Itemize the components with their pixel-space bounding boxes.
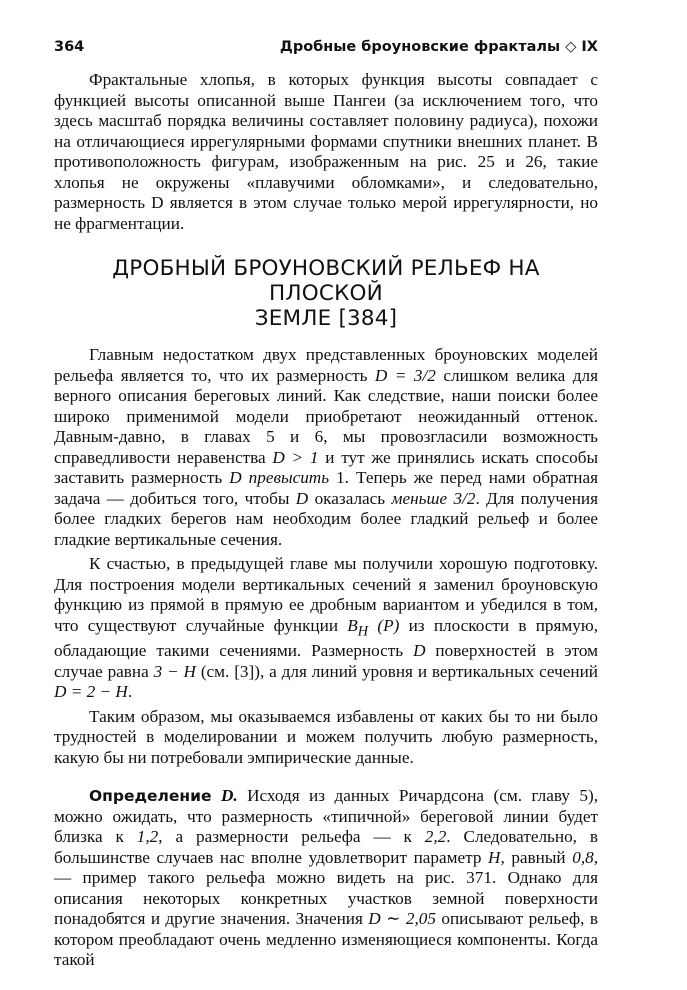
paragraph-4: Таким образом, мы оказываемся избавлены от каких бы то ни было трудностей в моделировании и можем получить любую размерность, какую бы ни потребовали эмпирические данные. — [54, 706, 598, 767]
math-d: D — [413, 641, 426, 661]
emphasis-exceed: превысить — [248, 468, 330, 487]
math-3-2: 3/2 — [453, 488, 476, 508]
math-d: D — [229, 468, 242, 487]
math-3-minus-h: 3 − H — [153, 661, 196, 681]
math-0-8: 0,8 — [572, 847, 594, 867]
intro-paragraph: Фрактальные хлопья, в которых функция высоты совпадает с функцией высоты описанной выше Пангеи (за исключением того, что здесь масштаб порядка величины составляет половину радиуса), похожи на отличающиеся иррегулярными формами спутники внешних планет. В противоположность фигурам, изображенным на рис. 25 и 26, такие хлопья не окружены «плавучими обломками», и следовательно, размерность D является в этом случае только мерой иррегулярности, но не фрагментации. — [54, 70, 598, 233]
paragraph-3: К счастью, в предыдущей главе мы получили хорошую подготовку. Для построения модели вертикальных сечений я заменил броуновскую функцию из прямой в прямую ее дробным вариантом и убедился в том, что существуют случайные функции $B_H$ (P) из плоскости в прямую, обладающие такими сечениями. Размерность D поверхностей в этом случае равна 3 − H (см. [3]), а для линий уровня и вертикальных сечений D = 2 − H. — [54, 554, 599, 702]
math-d: D — [295, 488, 309, 508]
definition-symbol: D. — [220, 786, 238, 806]
page-header — [54, 36, 598, 58]
math-h: H — [488, 847, 501, 867]
section-title — [54, 256, 598, 331]
math-d-equals-2-minus-h: D = 2 − H — [54, 682, 128, 702]
definition-label: Определение — [89, 787, 212, 806]
page-number: 364 — [54, 39, 85, 55]
emphasis-less: меньше — [391, 488, 448, 508]
math-d-greater-1: D > 1 — [272, 447, 319, 467]
definition-paragraph: Определение D. Исходя из данных Ричардсона (см. главу 5), можно ожидать, что размерность «типичной» береговой линии будет близка к 1,2, а размерности рельефа — к 2,2. Следовательно, в большинстве случаев нас вполне удовлетворит параметр H, равный 0,8, — пример такого рельефа можно видеть на рис. 371. Однако для описания некоторых конкретных участков земной поверхности понадобятся и другие значения. Значения D ∼ 2,05 описывают рельеф, в котором преобладают очень медленно изменяющиеся компоненты. Когда такой — [54, 786, 599, 970]
paragraph-2: Главным недостатком двух представленных броуновских моделей рельефа является то, что их размерность D = 3/2 слишком велика для верного описания береговых линий. Как следствие, наши поиски более широко применимой модели приобретают неожиданный оттенок. Давным-давно, в главах 5 и 6, мы провозгласили возможность справедливости неравенства D > 1 и тут же принялись искать способы заставить размерность D превысить 1. Теперь же перед нами обратная задача — добиться того, чтобы D оказалась меньше 3/2. Для получения более гладких берегов нам необходим более гладкий рельеф и более гладкие вертикальные сечения. — [54, 345, 599, 549]
section-title-line-1: ДРОБНЫЙ БРОУНОВСКИЙ РЕЛЬЕФ НА ПЛОСКОЙ — [112, 256, 540, 306]
section-title-line-2: ЗЕМЛЕ [384] — [254, 306, 398, 331]
math-2-2: 2,2 — [424, 827, 447, 847]
body-text — [54, 70, 598, 971]
math-b-h-of-p: $B_H$ (P) — [347, 615, 400, 639]
math-1-2: 1,2 — [136, 827, 159, 847]
running-head: Дробные броуновские фракталы ◇ IX — [279, 39, 598, 55]
math-d-approx-2-05: D ∼ 2,05 — [368, 909, 436, 929]
math-d-equals-3-2: D = 3/2 — [374, 365, 436, 385]
